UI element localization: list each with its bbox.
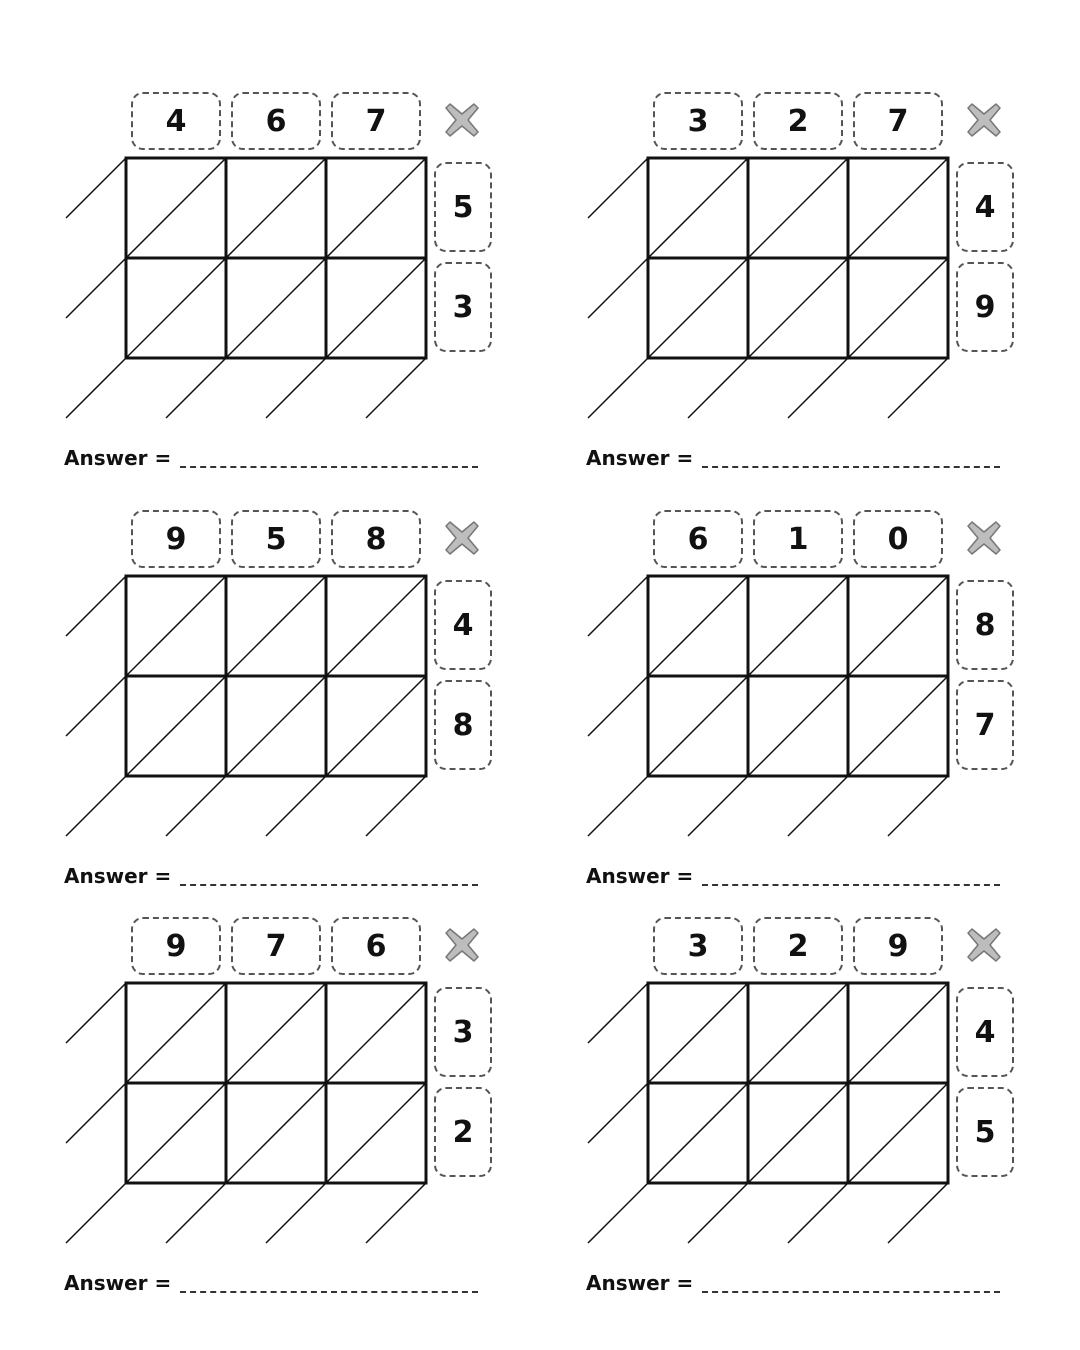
multiplicand-digit: 7 <box>853 92 943 150</box>
multiplicand-digit: 9 <box>131 510 221 568</box>
multiplier-digit: 7 <box>956 680 1014 770</box>
multiplicand-digit: 6 <box>331 917 421 975</box>
multiplicand-digit: 9 <box>131 917 221 975</box>
multiplicand-digit: 5 <box>231 510 321 568</box>
multiplicand-digit: 7 <box>231 917 321 975</box>
answer-label: Answer = <box>586 446 694 470</box>
answer-blank[interactable] <box>180 1291 478 1293</box>
lattice-problem <box>0 518 520 928</box>
grid-lines <box>126 576 426 776</box>
answer-label: Answer = <box>64 864 172 888</box>
multiplicand-digit: 3 <box>653 92 743 150</box>
grid-lines <box>648 158 948 358</box>
multiplier-digit: 3 <box>434 262 492 352</box>
answer-label: Answer = <box>64 1271 172 1295</box>
multiplier-digit: 2 <box>434 1087 492 1177</box>
cell-diagonals <box>588 158 948 418</box>
multiply-icon <box>442 518 482 558</box>
multiplier-digit: 8 <box>956 580 1014 670</box>
multiplier-digit: 3 <box>434 987 492 1077</box>
multiplier-digit: 4 <box>956 162 1014 252</box>
multiplier-digit: 5 <box>956 1087 1014 1177</box>
multiplier-digit: 5 <box>434 162 492 252</box>
multiplicand-digit: 2 <box>753 917 843 975</box>
multiply-icon <box>442 925 482 965</box>
lattice-problem <box>522 518 1042 928</box>
cell-diagonals <box>66 983 426 1243</box>
answer-label: Answer = <box>586 1271 694 1295</box>
grid-lines <box>648 983 948 1183</box>
answer-blank[interactable] <box>180 466 478 468</box>
multiplicand-digit: 9 <box>853 917 943 975</box>
multiplicand-digit: 8 <box>331 510 421 568</box>
multiplicand-digit: 3 <box>653 917 743 975</box>
multiplicand-digit: 4 <box>131 92 221 150</box>
multiplier-digit: 4 <box>434 580 492 670</box>
multiplicand-digit: 6 <box>653 510 743 568</box>
grid-lines <box>126 158 426 358</box>
answer-blank[interactable] <box>702 1291 1000 1293</box>
cell-diagonals <box>66 158 426 418</box>
answer-blank[interactable] <box>702 466 1000 468</box>
multiplicand-digit: 7 <box>331 92 421 150</box>
multiplier-digit: 9 <box>956 262 1014 352</box>
lattice-problem <box>0 925 520 1335</box>
answer-blank[interactable] <box>180 884 478 886</box>
cell-diagonals <box>66 576 426 836</box>
cell-diagonals <box>588 576 948 836</box>
multiplier-digit: 8 <box>434 680 492 770</box>
lattice-problem <box>522 925 1042 1335</box>
grid-lines <box>126 983 426 1183</box>
multiply-icon <box>964 100 1004 140</box>
multiplicand-digit: 1 <box>753 510 843 568</box>
multiplicand-digit: 6 <box>231 92 321 150</box>
lattice-problem <box>0 100 520 510</box>
multiplier-digit: 4 <box>956 987 1014 1077</box>
grid-lines <box>648 576 948 776</box>
cell-diagonals <box>588 983 948 1243</box>
multiply-icon <box>442 100 482 140</box>
multiplicand-digit: 2 <box>753 92 843 150</box>
answer-label: Answer = <box>64 446 172 470</box>
answer-blank[interactable] <box>702 884 1000 886</box>
multiply-icon <box>964 925 1004 965</box>
lattice-problem <box>522 100 1042 510</box>
multiply-icon <box>964 518 1004 558</box>
answer-label: Answer = <box>586 864 694 888</box>
multiplicand-digit: 0 <box>853 510 943 568</box>
